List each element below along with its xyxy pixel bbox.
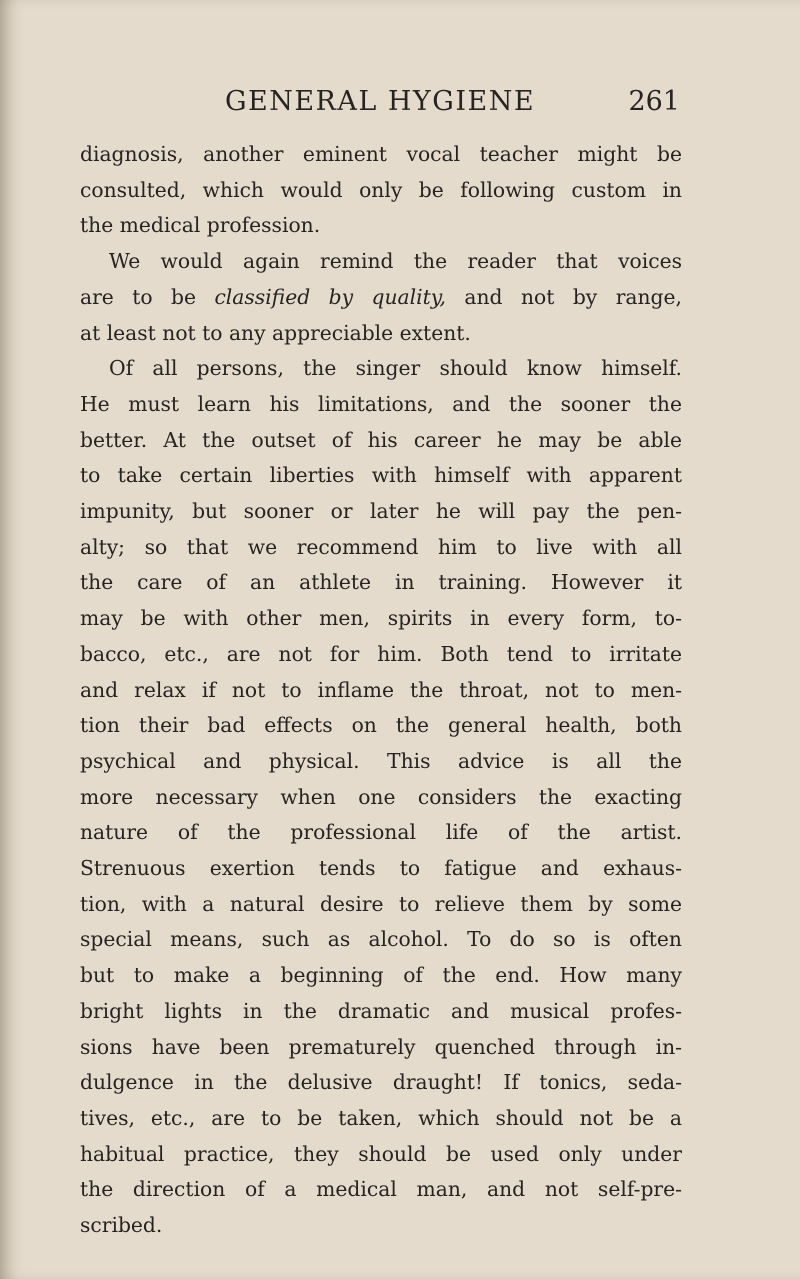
paragraph-2 [80,244,682,351]
text-line: more necessary when one considers the exacting [80,784,682,809]
text-line: tives, etc., are to be taken, which should not be a [80,1105,682,1130]
text-line: but to make a beginning of the end. How many [80,963,682,988]
text-line: consulted, which would only be following custom in [80,177,682,202]
text-line: impunity, but sooner or later he will pay the pen- [80,499,682,524]
text-line: the direction of a medical man, and not self-pre- [80,1177,682,1202]
text-line: special means, such as alcohol. To do so is often [80,927,682,952]
paragraph-3 [80,351,682,1244]
text-line: sions have been prematurely quenched through in- [80,1034,682,1059]
text-line: nature of the professional life of the artist. [80,820,682,845]
text-line: the care of an athlete in training. However it [80,570,682,595]
text-segment: and not by range, [445,284,682,309]
text-line: at least not to any appreciable extent. [80,320,471,345]
paragraph-1 [80,137,682,244]
text-line: diagnosis, another eminent vocal teacher might be [80,142,682,166]
text-line: dulgence in the delusive draught! If tonics, seda- [80,1070,682,1095]
text-line: and relax if not to inflame the throat, not to men- [80,677,682,702]
text-line: We would again remind the reader that voices [109,249,682,274]
text-line: Strenuous exertion tends to fatigue and exhaus- [80,856,682,881]
text-line: habitual practice, they should be used only under [80,1141,682,1166]
text-line [80,280,682,316]
text-line: bacco, etc., are not for him. Both tend to irritate [80,641,682,666]
text-line: the medical profession. [80,213,321,238]
text-line: scribed. [80,1213,163,1238]
page-number: 261 [628,86,680,117]
text-line: bright lights in the dramatic and musical profes- [80,998,682,1023]
text-line: He must learn his limitations, and the sooner the [80,391,682,416]
text-body [80,137,682,1244]
text-line: may be with other men, spirits in every form, to- [80,606,682,631]
text-segment: are to be [80,284,215,309]
text-line: better. At the outset of his career he may be able [80,427,682,452]
text-line: tion their bad effects on the general health, both [80,713,682,738]
text-line: alty; so that we recommend him to live with all [80,534,682,559]
text-line: tion, with a natural desire to relieve them by some [80,891,682,916]
running-title: GENERAL HYGIENE [224,86,536,117]
text-line: to take certain liberties with himself with apparent [80,463,682,488]
italic-phrase: classified by quality, [214,284,446,309]
text-line: psychical and physical. This advice is all the [80,748,682,773]
running-head [80,86,680,126]
text-line: Of all persons, the singer should know himself. [109,356,682,381]
